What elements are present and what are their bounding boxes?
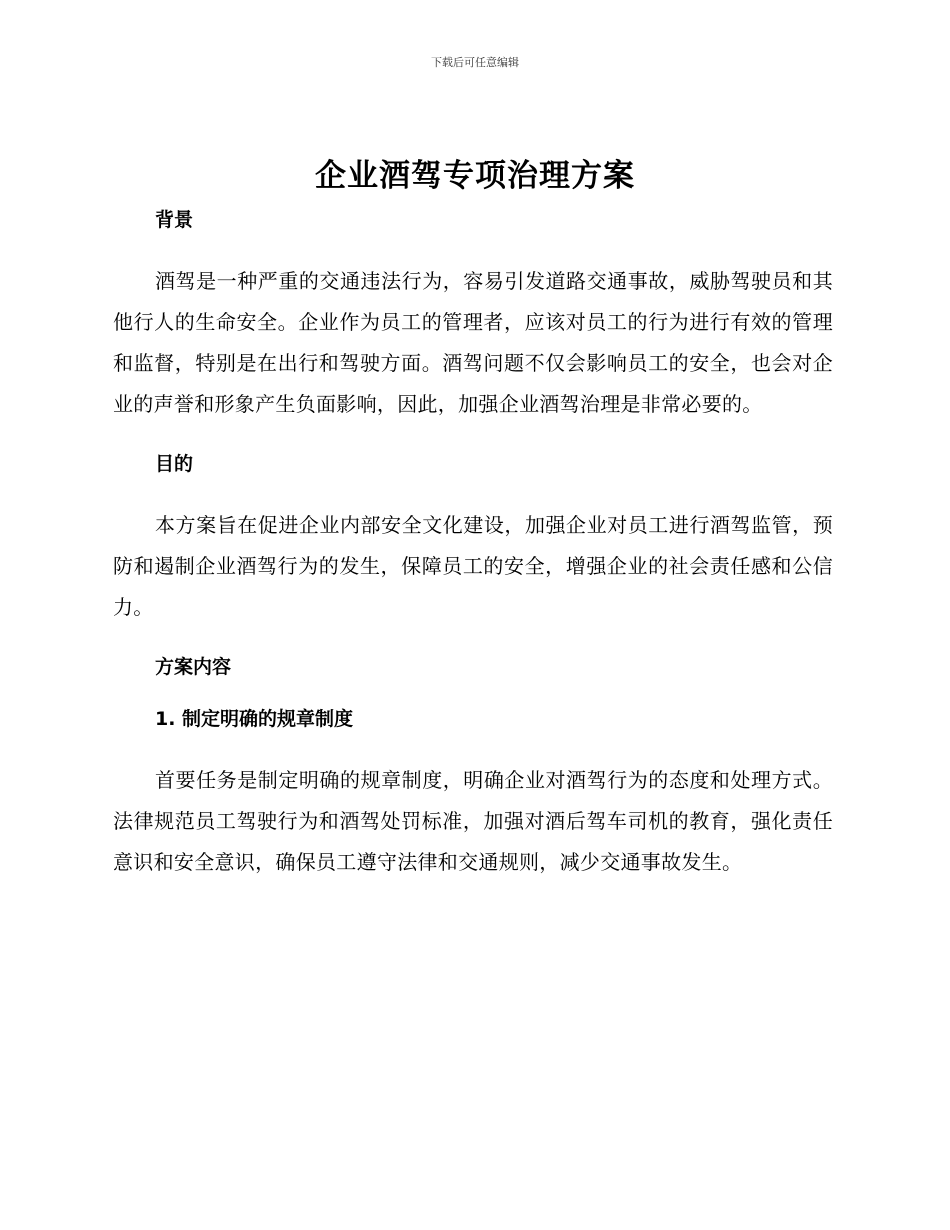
paragraph-background: 酒驾是一种严重的交通违法行为，容易引发道路交通事故，威胁驾驶员和其他行人的生命安全。企业作为员工的管理者，应该对员工的行为进行有效的管理和监督，特别是在出行和驾驶方面。酒驾问题不仅会影响员工的安全，也会对企业的声誉和形象产生负面影响，因此，加强企业酒驾治理是非常必要的。 [113,269,833,416]
section-heading-content: 方案内容 [155,656,232,678]
paragraph-purpose: 本方案旨在促进企业内部安全文化建设，加强企业对员工进行酒驾监管，预防和遏制企业酒驾行为的发生，保障员工的安全，增强企业的社会责任感和公信力。 [113,513,833,619]
section-heading-purpose: 目的 [155,453,194,475]
header-note: 下载后可任意编辑 [431,56,519,69]
paragraph-rules: 首要任务是制定明确的规章制度，明确企业对酒驾行为的态度和处理方式。法律规范员工驾驶行为和酒驾处罚标准，加强对酒后驾车司机的教育，强化责任意识和安全意识，确保员工遵守法律和交通规则，减少交通事故发生。 [113,768,833,874]
document-title: 企业酒驾专项治理方案 [315,158,635,194]
document-body [113,205,833,883]
section-heading-background: 背景 [155,209,194,231]
subsection-heading-rules: 1. 制定明确的规章制度 [155,708,354,730]
